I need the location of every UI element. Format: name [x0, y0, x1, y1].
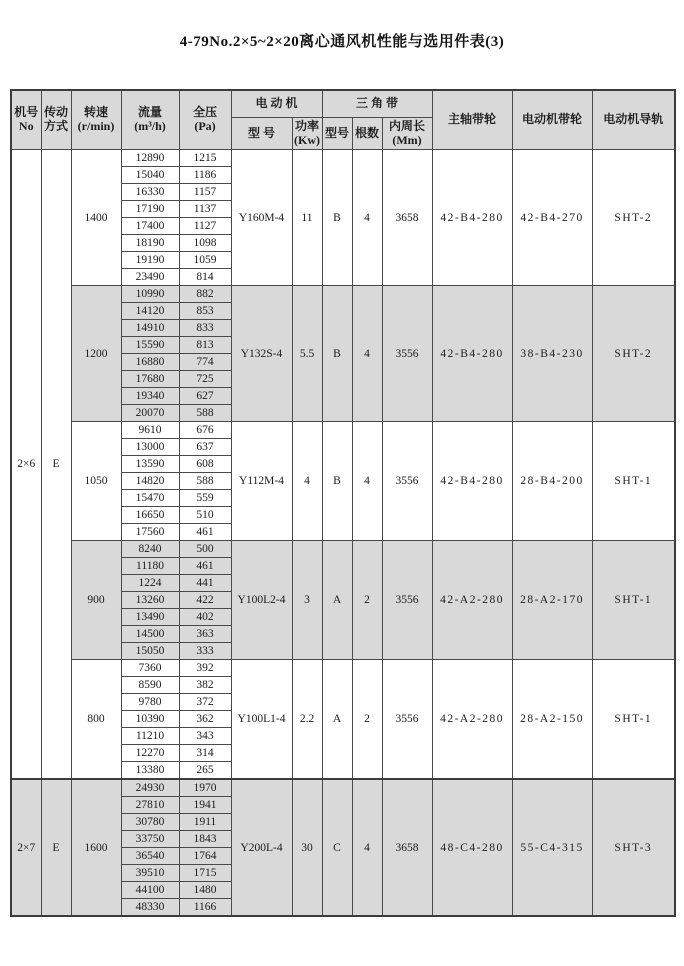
motor-model-cell: Y100L2-4 — [231, 541, 292, 660]
flow-cell: 17560 — [121, 524, 179, 541]
col-header-pressure: 全压 (Pa) — [179, 90, 231, 150]
belt-count-cell: 4 — [352, 779, 382, 916]
flow-cell: 48330 — [121, 899, 179, 917]
main-pulley-cell: 42-A2-280 — [432, 541, 512, 660]
motor-pulley-cell: 42-B4-270 — [512, 150, 592, 286]
belt-count-cell: 4 — [352, 422, 382, 541]
pressure-cell: 833 — [179, 320, 231, 337]
pressure-cell: 363 — [179, 626, 231, 643]
pressure-cell: 1715 — [179, 865, 231, 882]
rail-cell: SHT-1 — [592, 660, 675, 780]
belt-model-cell: B — [322, 150, 352, 286]
flow-cell: 17190 — [121, 201, 179, 218]
motor-pulley-cell: 28-B4-200 — [512, 422, 592, 541]
pressure-cell: 813 — [179, 337, 231, 354]
flow-cell: 1224 — [121, 575, 179, 592]
flow-cell: 10390 — [121, 711, 179, 728]
motor-power-cell: 2.2 — [292, 660, 322, 780]
pressure-cell: 461 — [179, 524, 231, 541]
rail-cell: SHT-2 — [592, 150, 675, 286]
belt-model-cell: B — [322, 286, 352, 422]
flow-cell: 16330 — [121, 184, 179, 201]
col-header-machine-no: 机号 No — [11, 90, 41, 150]
rail-cell: SHT-3 — [592, 779, 675, 916]
pressure-cell: 559 — [179, 490, 231, 507]
speed-cell: 800 — [71, 660, 121, 780]
belt-length-cell: 3556 — [382, 541, 432, 660]
flow-cell: 33750 — [121, 831, 179, 848]
flow-cell: 19340 — [121, 388, 179, 405]
pressure-cell: 1941 — [179, 797, 231, 814]
pressure-cell: 588 — [179, 405, 231, 422]
speed-cell: 1200 — [71, 286, 121, 422]
pressure-cell: 422 — [179, 592, 231, 609]
pressure-cell: 1098 — [179, 235, 231, 252]
belt-count-cell: 4 — [352, 286, 382, 422]
speed-cell: 1600 — [71, 779, 121, 916]
pressure-cell: 1127 — [179, 218, 231, 235]
belt-length-cell: 3658 — [382, 779, 432, 916]
main-pulley-cell: 48-C4-280 — [432, 779, 512, 916]
rail-cell: SHT-1 — [592, 541, 675, 660]
col-header-belt-count: 根数 — [352, 118, 382, 150]
pressure-cell: 814 — [179, 269, 231, 286]
flow-cell: 15590 — [121, 337, 179, 354]
belt-count-cell: 4 — [352, 150, 382, 286]
pressure-cell: 1166 — [179, 899, 231, 917]
drive-type-cell: E — [41, 150, 71, 780]
col-header-drive-type: 传动 方式 — [41, 90, 71, 150]
pressure-cell: 676 — [179, 422, 231, 439]
pressure-cell: 637 — [179, 439, 231, 456]
speed-cell: 900 — [71, 541, 121, 660]
flow-cell: 15040 — [121, 167, 179, 184]
col-header-motor-rail: 电动机导轨 — [592, 90, 675, 150]
flow-cell: 12890 — [121, 150, 179, 167]
flow-cell: 16880 — [121, 354, 179, 371]
motor-pulley-cell: 55-C4-315 — [512, 779, 592, 916]
col-header-belt-length: 内周长 (Mm) — [382, 118, 432, 150]
main-pulley-cell: 42-B4-280 — [432, 286, 512, 422]
main-pulley-cell: 42-A2-280 — [432, 660, 512, 780]
motor-pulley-cell: 28-A2-170 — [512, 541, 592, 660]
pressure-cell: 853 — [179, 303, 231, 320]
belt-model-cell: C — [322, 779, 352, 916]
col-header-motor-pulley: 电动机带轮 — [512, 90, 592, 150]
pressure-cell: 882 — [179, 286, 231, 303]
motor-power-cell: 11 — [292, 150, 322, 286]
motor-pulley-cell: 38-B4-230 — [512, 286, 592, 422]
pressure-cell: 1059 — [179, 252, 231, 269]
pressure-cell: 725 — [179, 371, 231, 388]
table-body — [11, 150, 675, 917]
col-header-motor-group: 电 动 机 — [231, 90, 322, 118]
flow-cell: 20070 — [121, 405, 179, 422]
flow-cell: 24930 — [121, 779, 179, 797]
pressure-cell: 1186 — [179, 167, 231, 184]
machine-no-cell: 2×7 — [11, 779, 41, 916]
rail-cell: SHT-2 — [592, 286, 675, 422]
table-row — [11, 422, 675, 439]
flow-cell: 23490 — [121, 269, 179, 286]
pressure-cell: 372 — [179, 694, 231, 711]
table-row — [11, 286, 675, 303]
col-header-motor-model: 型 号 — [231, 118, 292, 150]
pressure-cell: 382 — [179, 677, 231, 694]
col-header-flow: 流量 (m³/h) — [121, 90, 179, 150]
flow-cell: 14500 — [121, 626, 179, 643]
flow-cell: 16650 — [121, 507, 179, 524]
flow-cell: 17680 — [121, 371, 179, 388]
fan-performance-selection-table — [10, 89, 676, 917]
drive-type-cell: E — [41, 779, 71, 916]
pressure-cell: 608 — [179, 456, 231, 473]
belt-count-cell: 2 — [352, 541, 382, 660]
flow-cell: 14910 — [121, 320, 179, 337]
pressure-cell: 314 — [179, 745, 231, 762]
belt-length-cell: 3556 — [382, 660, 432, 780]
flow-cell: 19190 — [121, 252, 179, 269]
motor-model-cell: Y200L-4 — [231, 779, 292, 916]
flow-cell: 10990 — [121, 286, 179, 303]
flow-cell: 8590 — [121, 677, 179, 694]
table-row — [11, 541, 675, 558]
motor-model-cell: Y132S-4 — [231, 286, 292, 422]
col-header-motor-power: 功率 (Kw) — [292, 118, 322, 150]
flow-cell: 39510 — [121, 865, 179, 882]
flow-cell: 36540 — [121, 848, 179, 865]
pressure-cell: 1480 — [179, 882, 231, 899]
motor-model-cell: Y160M-4 — [231, 150, 292, 286]
flow-cell: 17400 — [121, 218, 179, 235]
pressure-cell: 1843 — [179, 831, 231, 848]
belt-model-cell: A — [322, 541, 352, 660]
pressure-cell: 774 — [179, 354, 231, 371]
belt-count-cell: 2 — [352, 660, 382, 780]
flow-cell: 30780 — [121, 814, 179, 831]
table-row — [11, 779, 675, 797]
pressure-cell: 441 — [179, 575, 231, 592]
flow-cell: 14820 — [121, 473, 179, 490]
flow-cell: 15470 — [121, 490, 179, 507]
table-header — [11, 90, 675, 150]
pressure-cell: 1764 — [179, 848, 231, 865]
pressure-cell: 343 — [179, 728, 231, 745]
pressure-cell: 588 — [179, 473, 231, 490]
motor-power-cell: 5.5 — [292, 286, 322, 422]
motor-power-cell: 30 — [292, 779, 322, 916]
pressure-cell: 1137 — [179, 201, 231, 218]
pressure-cell: 402 — [179, 609, 231, 626]
flow-cell: 12270 — [121, 745, 179, 762]
table-row — [11, 660, 675, 677]
belt-length-cell: 3658 — [382, 150, 432, 286]
pressure-cell: 461 — [179, 558, 231, 575]
belt-model-cell: B — [322, 422, 352, 541]
flow-cell: 13000 — [121, 439, 179, 456]
flow-cell: 44100 — [121, 882, 179, 899]
motor-model-cell: Y112M-4 — [231, 422, 292, 541]
pressure-cell: 627 — [179, 388, 231, 405]
belt-length-cell: 3556 — [382, 286, 432, 422]
motor-power-cell: 4 — [292, 422, 322, 541]
motor-model-cell: Y100L1-4 — [231, 660, 292, 780]
main-pulley-cell: 42-B4-280 — [432, 150, 512, 286]
flow-cell: 7360 — [121, 660, 179, 677]
col-header-belt-model: 型号 — [322, 118, 352, 150]
motor-pulley-cell: 28-A2-150 — [512, 660, 592, 780]
main-pulley-cell: 42-B4-280 — [432, 422, 512, 541]
flow-cell: 27810 — [121, 797, 179, 814]
pressure-cell: 1215 — [179, 150, 231, 167]
machine-no-cell: 2×6 — [11, 150, 41, 780]
pressure-cell: 265 — [179, 762, 231, 780]
col-header-speed: 转速 (r/min) — [71, 90, 121, 150]
flow-cell: 9610 — [121, 422, 179, 439]
flow-cell: 14120 — [121, 303, 179, 320]
pressure-cell: 1157 — [179, 184, 231, 201]
page-title: 4-79No.2×5~2×20离心通风机性能与选用件表(3) — [179, 34, 505, 50]
pressure-cell: 362 — [179, 711, 231, 728]
pressure-cell: 500 — [179, 541, 231, 558]
table-row — [11, 150, 675, 167]
flow-cell: 9780 — [121, 694, 179, 711]
flow-cell: 13590 — [121, 456, 179, 473]
pressure-cell: 1970 — [179, 779, 231, 797]
pressure-cell: 510 — [179, 507, 231, 524]
pressure-cell: 1911 — [179, 814, 231, 831]
flow-cell: 11180 — [121, 558, 179, 575]
pressure-cell: 392 — [179, 660, 231, 677]
belt-model-cell: A — [322, 660, 352, 780]
flow-cell: 13490 — [121, 609, 179, 626]
col-header-main-pulley: 主轴带轮 — [432, 90, 512, 150]
pressure-cell: 333 — [179, 643, 231, 660]
flow-cell: 13380 — [121, 762, 179, 780]
flow-cell: 18190 — [121, 235, 179, 252]
col-header-vbelt-group: 三 角 带 — [322, 90, 432, 118]
flow-cell: 8240 — [121, 541, 179, 558]
flow-cell: 13260 — [121, 592, 179, 609]
rail-cell: SHT-1 — [592, 422, 675, 541]
flow-cell: 15050 — [121, 643, 179, 660]
flow-cell: 11210 — [121, 728, 179, 745]
speed-cell: 1050 — [71, 422, 121, 541]
belt-length-cell: 3556 — [382, 422, 432, 541]
motor-power-cell: 3 — [292, 541, 322, 660]
speed-cell: 1400 — [71, 150, 121, 286]
